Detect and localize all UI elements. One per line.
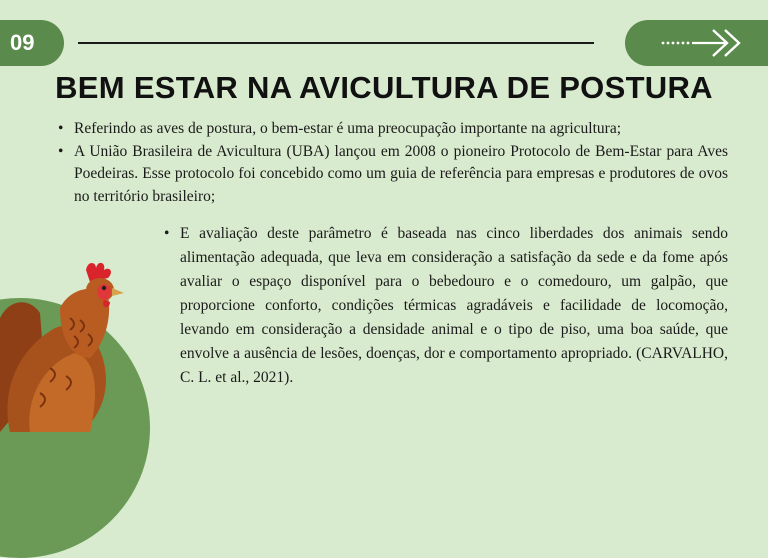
page-number: 09 xyxy=(10,30,35,55)
bullet-item: • Referindo as aves de postura, o bem-estar é uma preocupação importante na agricultura; xyxy=(58,118,728,141)
double-chevron-right-icon xyxy=(661,28,751,58)
bullet-item: • A União Brasileira de Avicultura (UBA) lançou em 2008 o pioneiro Protocolo de Bem-Estar para Aves Poedeiras. Esse protocolo foi concebido como um guia de referência para empresas e produtores de ovos no território brasileiro; xyxy=(58,141,728,209)
bullet-list xyxy=(58,118,728,208)
page-number-badge xyxy=(0,20,64,66)
slide-title: BEM ESTAR NA AVICULTURA DE POSTURA xyxy=(55,70,713,105)
next-slide-badge[interactable] xyxy=(625,20,768,66)
hen-illustration xyxy=(0,258,130,432)
sub-bullet-item: • E avaliação deste parâmetro é baseada nas cinco liberdades dos animais sendo alimentação adequada, que leva em consideração a satisfação da sede e da fome após avaliar o espaço disponível para o bebedouro e o comedouro, um galpão, que proporcione conforto, condições térmicas agradáveis e facilidade de locomoção, levando em consideração a densidade animal e o tipo de piso, uma boa saúde, que envolve a ausência de lesões, doenças, dor e comportamento apropriado. (CARVALHO, C. L. et al., 2021). xyxy=(164,222,728,390)
sub-bullet-list xyxy=(164,222,728,390)
header-divider xyxy=(78,42,594,44)
